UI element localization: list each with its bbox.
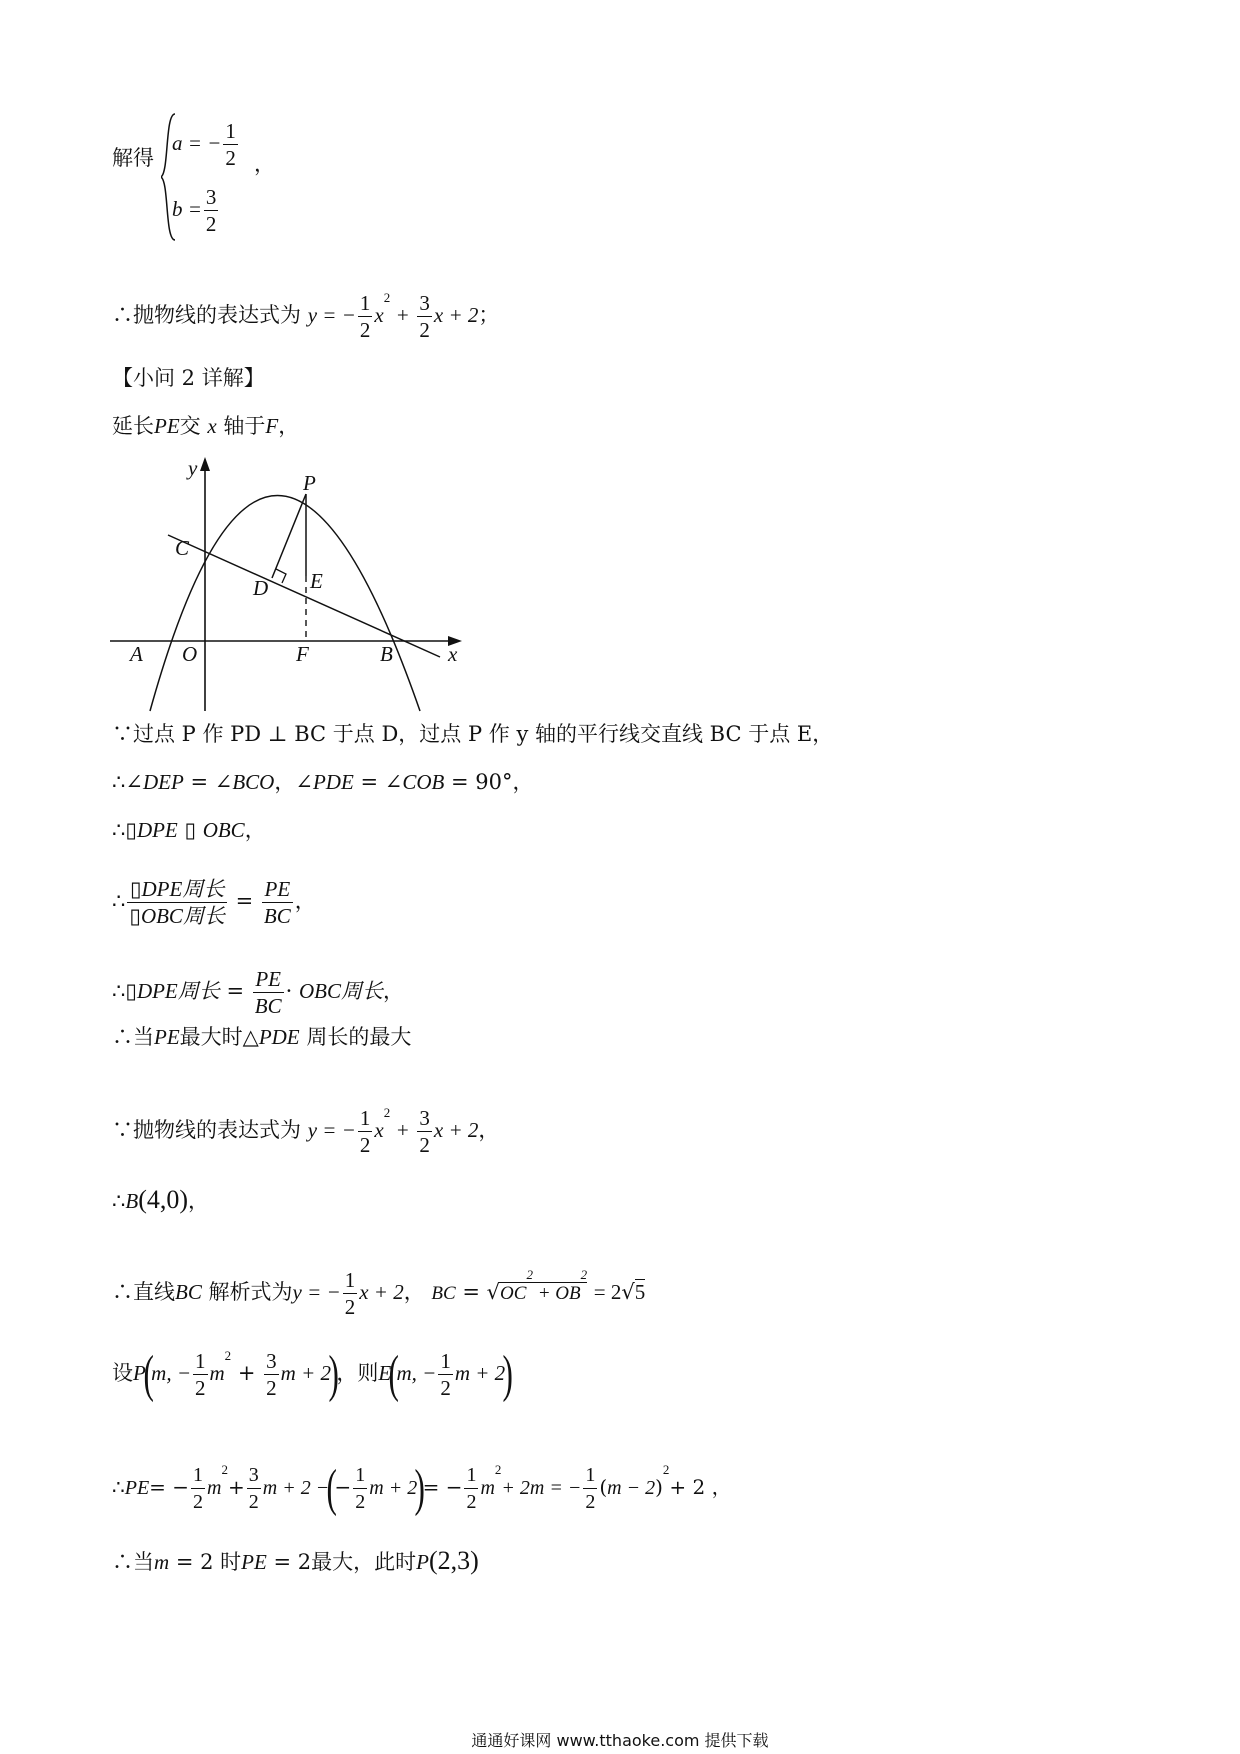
eq-comma: ， [254,152,275,176]
similar-line: ∴▯DPE ▯ OBC， [112,818,266,842]
label-D: D [253,576,269,600]
label-E: E [310,569,323,593]
pe-expression: ∴PE= − $\frac{1}{2}$ $m^2+$ $\frac{3}{2}$ m + 2 −(− $\frac{1}{2}$ m + 2)= − $\frac{1}{2}$ $m^2+ 2m$ = − $\frac{1}{2}$ $(m - 2)^2+ 2$ ， [112,1459,732,1517]
label-O: O [182,642,198,666]
label-y: y [188,456,198,480]
label-x: x [448,642,458,666]
label-B: B [380,642,393,666]
since-line: ∵过点 P 作 PD ⊥ BC 于点 D，过点 P 作 y 轴的平行线交直线 BC 于点 E， [112,722,834,746]
parabola-expression-2: ∵抛物线的表达式为 y = − $\frac{1}{2}$ $x^2$ + $\frac{3}{2}$ x + 2， [112,1105,500,1157]
point-b-line: ∴B(4,0)， [112,1185,210,1214]
label-P: P [303,471,316,495]
bc-line: ∴直线BC 解析式为y = − $\frac{1}{2}$ x + 2， BC = $√OC^2 + OB^2 = 2√5$ [112,1267,646,1319]
eq-b: b = $\frac{3}{2}$ [172,185,217,236]
footer-text: 通通好课网 www.tthaoke.com 提供下载 [471,1731,769,1750]
ratio-line: ∴ $\frac{\text{▯DPE周长}}{\text{▯OBC周长}}$ = $\frac{PE}{BC}$ ， [112,877,316,928]
set-point-line: 设P(m, − $\frac{1}{2}$ $m^2$ + $\frac{3}{2}$ m + 2)，则E(m, − $\frac{1}{2}$ m + 2) [112,1345,514,1403]
label-A: A [130,642,143,666]
angle-line: ∴∠DEP = ∠BCO，∠PDE = ∠COB = 90°， [112,770,534,794]
label-F: F [296,642,309,666]
max-line: ∴当PE最大时△PDE 周长的最大 [112,1025,412,1049]
section-heading: 【小问 2 详解】 [112,366,265,390]
parabola-expression: ∴抛物线的表达式为 y = − $\frac{1}{2}$ $x^2$ + $\frac{3}{2}$ x + 2； [112,290,500,342]
eq-a: a = − $\frac{1}{2}$ [172,119,236,170]
perimeter-line: ∴▯DPE周长 = $\frac{PE}{BC}$ · OBC周长， [112,967,404,1018]
conclusion-line: ∴当m = 2 时PE = 2最大，此时P(2,3) [112,1546,479,1575]
label-C: C [175,536,190,560]
solve-label: 解得 [112,146,154,170]
extend-line: 延长PE交 x 轴于F， [112,414,300,438]
geometry-figure [110,455,480,713]
